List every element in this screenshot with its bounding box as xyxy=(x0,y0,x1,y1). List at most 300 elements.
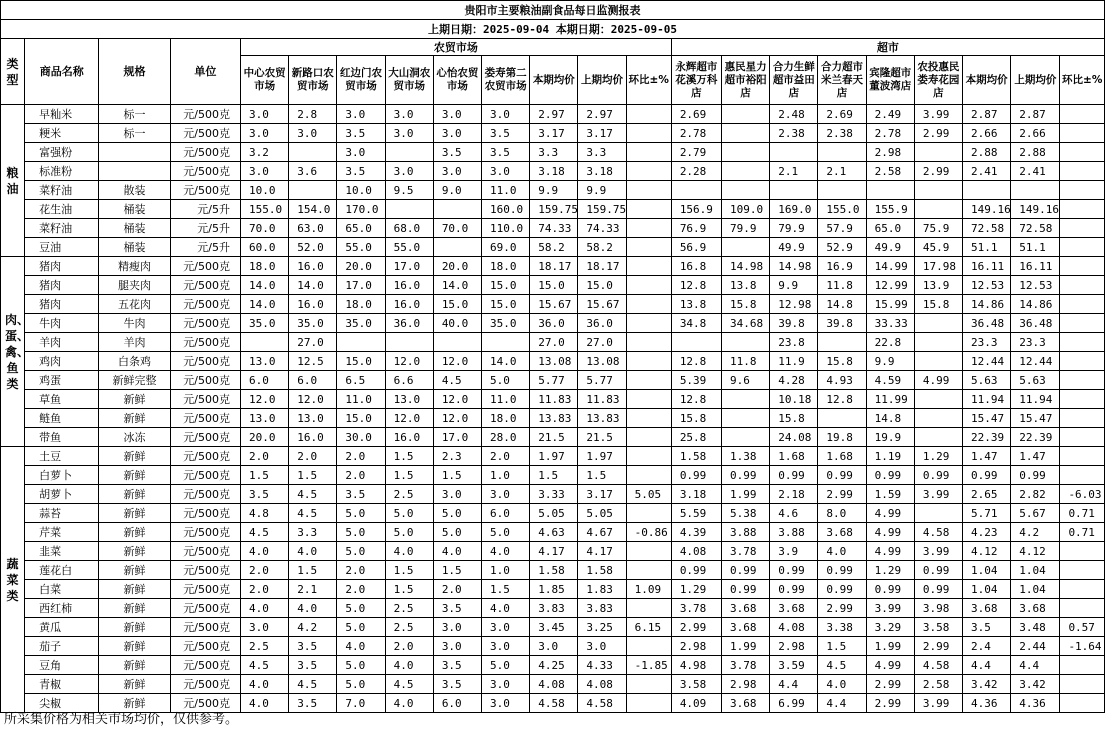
super-price-cell: 3.42 xyxy=(1011,675,1060,694)
super-price-cell xyxy=(914,390,962,409)
super-price-cell: 9.9 xyxy=(770,276,818,295)
product-name: 莲花白 xyxy=(25,561,99,580)
super-price-cell: 2.87 xyxy=(1011,105,1060,124)
table-row xyxy=(1,295,1105,314)
table-row xyxy=(1,599,1105,618)
super-price-cell: 4.98 xyxy=(671,656,721,675)
super-price-cell: 52.9 xyxy=(818,238,866,257)
super-price-cell: 2.78 xyxy=(866,124,914,143)
farm-price-cell: 12.5 xyxy=(289,352,337,371)
product-spec: 新鲜 xyxy=(99,580,170,599)
super-price-cell: 15.8 xyxy=(722,295,770,314)
super-price-cell: 1.04 xyxy=(1011,580,1060,599)
farm-price-cell: 2.5 xyxy=(385,618,433,637)
super-price-cell: 1.29 xyxy=(671,580,721,599)
farm-price-cell: 12.0 xyxy=(433,390,481,409)
farm-price-cell: 2.0 xyxy=(482,447,530,466)
category-label: 蔬菜类 xyxy=(1,447,25,713)
farm-price-cell: 35.0 xyxy=(241,314,289,333)
super-price-cell xyxy=(1060,105,1105,124)
super-price-cell: 34.68 xyxy=(722,314,770,333)
farm-price-cell: 40.0 xyxy=(433,314,481,333)
farm-price-cell: 58.2 xyxy=(530,238,578,257)
farm-price-cell: 14.0 xyxy=(433,276,481,295)
super-price-cell: 0.99 xyxy=(722,466,770,485)
farm-price-cell: 11.0 xyxy=(482,390,530,409)
farm-price-cell: 4.0 xyxy=(385,656,433,675)
farm-price-cell: 5.05 xyxy=(626,485,671,504)
farm-price-cell: 170.0 xyxy=(337,200,385,219)
table-row xyxy=(1,409,1105,428)
super-price-cell: 2.79 xyxy=(671,143,721,162)
farm-price-cell: 2.1 xyxy=(289,580,337,599)
super-price-cell: 2.99 xyxy=(866,675,914,694)
product-name: 早籼米 xyxy=(25,105,99,124)
farm-price-cell xyxy=(289,143,337,162)
super-price-cell: 0.99 xyxy=(963,466,1011,485)
table-row xyxy=(1,428,1105,447)
super-price-cell: 3.58 xyxy=(671,675,721,694)
farm-price-cell: 1.5 xyxy=(385,580,433,599)
farm-price-cell: 1.5 xyxy=(241,466,289,485)
farm-price-cell: 13.0 xyxy=(385,390,433,409)
farm-price-cell: 5.05 xyxy=(578,504,626,523)
product-spec xyxy=(99,162,170,181)
super-price-cell xyxy=(671,181,721,200)
super-price-cell: 5.63 xyxy=(963,371,1011,390)
farm-price-cell: 21.5 xyxy=(578,428,626,447)
farm-price-cell: 2.0 xyxy=(241,447,289,466)
farm-price-cell: 14.0 xyxy=(241,295,289,314)
super-price-cell: 4.99 xyxy=(866,523,914,542)
super-price-cell: 12.44 xyxy=(1011,352,1060,371)
farm-price-cell: 3.0 xyxy=(578,637,626,656)
super-price-cell: 39.8 xyxy=(770,314,818,333)
super-price-cell: 72.58 xyxy=(1011,219,1060,238)
super-price-cell xyxy=(1060,599,1105,618)
super-price-cell xyxy=(1060,181,1105,200)
product-unit: 元/500克 xyxy=(170,124,240,143)
table-row xyxy=(1,200,1105,219)
farm-price-cell: 15.0 xyxy=(578,276,626,295)
super-price-cell: 3.68 xyxy=(770,599,818,618)
super-price-cell: 2.82 xyxy=(1011,485,1060,504)
header-farm-col: 红边门农贸市场 xyxy=(337,56,385,105)
category-label: 肉、蛋、禽、鱼类 xyxy=(1,257,25,447)
farm-price-cell: 3.0 xyxy=(482,675,530,694)
product-name: 猪肉 xyxy=(25,257,99,276)
super-price-cell: 3.99 xyxy=(914,105,962,124)
farm-price-cell: 36.0 xyxy=(385,314,433,333)
super-price-cell xyxy=(770,143,818,162)
farm-price-cell: 2.0 xyxy=(337,561,385,580)
product-unit: 元/500克 xyxy=(170,390,240,409)
super-price-cell: 5.39 xyxy=(671,371,721,390)
farm-price-cell: 5.0 xyxy=(482,371,530,390)
super-price-cell: 3.38 xyxy=(818,618,866,637)
super-price-cell: 2.99 xyxy=(818,485,866,504)
farm-price-cell xyxy=(433,238,481,257)
product-name: 菜籽油 xyxy=(25,219,99,238)
farm-price-cell: 4.58 xyxy=(530,694,578,713)
super-price-cell: 149.16 xyxy=(1011,200,1060,219)
super-price-cell: 2.1 xyxy=(770,162,818,181)
super-price-cell: 3.98 xyxy=(914,599,962,618)
super-price-cell xyxy=(1060,276,1105,295)
farm-price-cell: 2.0 xyxy=(337,466,385,485)
product-name: 草鱼 xyxy=(25,390,99,409)
farm-price-cell: 3.33 xyxy=(530,485,578,504)
header-farm-col: 娄寿第二农贸市场 xyxy=(482,56,530,105)
super-price-cell: 9.9 xyxy=(866,352,914,371)
product-spec: 标一 xyxy=(99,124,170,143)
super-price-cell: 15.8 xyxy=(818,352,866,371)
super-price-cell xyxy=(1060,352,1105,371)
table-row xyxy=(1,257,1105,276)
product-unit: 元/500克 xyxy=(170,143,240,162)
product-unit: 元/500克 xyxy=(170,162,240,181)
product-unit: 元/500克 xyxy=(170,618,240,637)
super-price-cell: 3.68 xyxy=(722,599,770,618)
product-unit: 元/500克 xyxy=(170,314,240,333)
farm-price-cell xyxy=(626,599,671,618)
super-price-cell: 4.12 xyxy=(1011,542,1060,561)
super-price-cell: 1.29 xyxy=(866,561,914,580)
super-price-cell: 2.98 xyxy=(866,143,914,162)
super-price-cell: 9.6 xyxy=(722,371,770,390)
super-price-cell: 4.4 xyxy=(1011,656,1060,675)
farm-price-cell: 70.0 xyxy=(433,219,481,238)
farm-price-cell xyxy=(337,333,385,352)
product-name: 富强粉 xyxy=(25,143,99,162)
super-price-cell xyxy=(671,333,721,352)
farm-price-cell: 16.0 xyxy=(289,428,337,447)
product-unit: 元/500克 xyxy=(170,580,240,599)
header-farm-col: 中心农贸市场 xyxy=(241,56,289,105)
farm-price-cell xyxy=(433,200,481,219)
farm-price-cell: 2.5 xyxy=(241,637,289,656)
farm-price-cell: 3.5 xyxy=(289,656,337,675)
super-price-cell: 2.38 xyxy=(818,124,866,143)
table-row xyxy=(1,523,1105,542)
product-name: 西红柿 xyxy=(25,599,99,618)
super-price-cell xyxy=(914,504,962,523)
farm-price-cell: 20.0 xyxy=(241,428,289,447)
super-price-cell: 2.98 xyxy=(722,675,770,694)
farm-price-cell: 3.0 xyxy=(482,694,530,713)
super-price-cell: 1.5 xyxy=(818,637,866,656)
farm-price-cell: 6.15 xyxy=(626,618,671,637)
super-price-cell: 4.39 xyxy=(671,523,721,542)
farm-price-cell xyxy=(626,143,671,162)
farm-price-cell: 1.5 xyxy=(578,466,626,485)
super-price-cell: 12.44 xyxy=(963,352,1011,371)
farm-price-cell xyxy=(626,466,671,485)
farm-price-cell: 14.0 xyxy=(241,276,289,295)
super-price-cell xyxy=(818,143,866,162)
super-price-cell: 2.99 xyxy=(914,124,962,143)
super-price-cell xyxy=(1060,428,1105,447)
super-price-cell: 13.8 xyxy=(722,276,770,295)
super-price-cell: 25.8 xyxy=(671,428,721,447)
product-name: 尖椒 xyxy=(25,694,99,713)
farm-price-cell: 5.0 xyxy=(337,618,385,637)
farm-price-cell: 13.83 xyxy=(578,409,626,428)
farm-price-cell: 4.5 xyxy=(289,675,337,694)
farm-price-cell: 5.0 xyxy=(337,656,385,675)
farm-price-cell: 63.0 xyxy=(289,219,337,238)
farm-price-cell: 2.97 xyxy=(530,105,578,124)
table-row xyxy=(1,333,1105,352)
product-spec: 新鲜 xyxy=(99,504,170,523)
product-spec: 新鲜 xyxy=(99,561,170,580)
super-price-cell: 0.99 xyxy=(722,561,770,580)
super-price-cell: 4.93 xyxy=(818,371,866,390)
super-price-cell xyxy=(1060,675,1105,694)
super-price-cell: 2.99 xyxy=(914,637,962,656)
product-spec: 牛肉 xyxy=(99,314,170,333)
super-price-cell xyxy=(770,181,818,200)
super-price-cell: 3.59 xyxy=(770,656,818,675)
super-price-cell: 11.8 xyxy=(818,276,866,295)
super-price-cell: 14.86 xyxy=(963,295,1011,314)
super-price-cell: 13.8 xyxy=(671,295,721,314)
super-price-cell: 3.68 xyxy=(722,618,770,637)
super-price-cell: 2.66 xyxy=(1011,124,1060,143)
farm-price-cell: 2.3 xyxy=(433,447,481,466)
header-super-col: 上期均价 xyxy=(1011,56,1060,105)
product-spec: 五花肉 xyxy=(99,295,170,314)
super-price-cell: 0.99 xyxy=(818,561,866,580)
product-spec xyxy=(99,143,170,162)
farm-price-cell xyxy=(626,409,671,428)
super-price-cell: 15.47 xyxy=(963,409,1011,428)
farm-price-cell: 3.0 xyxy=(433,162,481,181)
farm-price-cell: 17.0 xyxy=(337,276,385,295)
super-price-cell xyxy=(1060,580,1105,599)
super-price-cell: 75.9 xyxy=(914,219,962,238)
super-price-cell: 2.65 xyxy=(963,485,1011,504)
farm-price-cell: 13.08 xyxy=(578,352,626,371)
farm-price-cell: 1.5 xyxy=(433,466,481,485)
super-price-cell: 1.47 xyxy=(963,447,1011,466)
farm-price-cell: 15.0 xyxy=(482,276,530,295)
header-farm-col: 本期均价 xyxy=(530,56,578,105)
super-price-cell: 16.11 xyxy=(963,257,1011,276)
super-price-cell xyxy=(914,428,962,447)
farm-price-cell: 2.0 xyxy=(289,447,337,466)
farm-price-cell: 4.2 xyxy=(289,618,337,637)
product-spec: 桶装 xyxy=(99,238,170,257)
super-price-cell: 4.28 xyxy=(770,371,818,390)
super-price-cell: 3.78 xyxy=(722,542,770,561)
product-unit: 元/500克 xyxy=(170,409,240,428)
farm-price-cell: 5.0 xyxy=(433,523,481,542)
product-unit: 元/500克 xyxy=(170,656,240,675)
super-price-cell xyxy=(1060,656,1105,675)
header-super-col: 宾隆超市董波湾店 xyxy=(866,56,914,105)
header-farm-col: 大山洞农贸市场 xyxy=(385,56,433,105)
farm-price-cell: 12.0 xyxy=(241,390,289,409)
farm-price-cell: 3.5 xyxy=(241,485,289,504)
super-price-cell: 155.0 xyxy=(818,200,866,219)
farm-price-cell: -0.86 xyxy=(626,523,671,542)
farm-price-cell: 3.0 xyxy=(241,124,289,143)
farm-price-cell: 3.5 xyxy=(337,162,385,181)
farm-price-cell: 18.0 xyxy=(482,409,530,428)
super-price-cell: 12.8 xyxy=(818,390,866,409)
super-price-cell: 2.99 xyxy=(866,694,914,713)
header-super-col: 环比±% xyxy=(1060,56,1105,105)
farm-price-cell: 3.0 xyxy=(241,105,289,124)
super-price-cell: 4.08 xyxy=(770,618,818,637)
super-price-cell: 3.68 xyxy=(1011,599,1060,618)
super-price-cell: 2.88 xyxy=(1011,143,1060,162)
product-name: 猪肉 xyxy=(25,276,99,295)
farm-price-cell: 3.0 xyxy=(482,637,530,656)
super-price-cell: 13.9 xyxy=(914,276,962,295)
product-unit: 元/500克 xyxy=(170,105,240,124)
farm-price-cell: 4.08 xyxy=(530,675,578,694)
farm-price-cell: 4.63 xyxy=(530,523,578,542)
super-price-cell: 49.9 xyxy=(770,238,818,257)
super-price-cell: 0.99 xyxy=(866,580,914,599)
table-row xyxy=(1,542,1105,561)
super-price-cell: 22.8 xyxy=(866,333,914,352)
super-price-cell xyxy=(1060,219,1105,238)
super-price-cell: 2.18 xyxy=(770,485,818,504)
super-price-cell: 3.78 xyxy=(671,599,721,618)
farm-price-cell: 69.0 xyxy=(482,238,530,257)
super-price-cell: 36.48 xyxy=(1011,314,1060,333)
product-spec: 新鲜 xyxy=(99,599,170,618)
super-price-cell: 2.87 xyxy=(963,105,1011,124)
farm-price-cell: 18.17 xyxy=(530,257,578,276)
super-price-cell: 0.99 xyxy=(770,580,818,599)
super-price-cell: 57.9 xyxy=(818,219,866,238)
farm-price-cell: 55.0 xyxy=(337,238,385,257)
super-price-cell xyxy=(722,162,770,181)
farm-price-cell: 1.5 xyxy=(530,466,578,485)
product-spec: 白条鸡 xyxy=(99,352,170,371)
farm-price-cell: 3.5 xyxy=(433,675,481,694)
farm-price-cell: 3.18 xyxy=(530,162,578,181)
super-price-cell: 11.9 xyxy=(770,352,818,371)
super-price-cell xyxy=(914,409,962,428)
farm-price-cell: 18.17 xyxy=(578,257,626,276)
farm-price-cell: 159.75 xyxy=(530,200,578,219)
super-price-cell: 4.09 xyxy=(671,694,721,713)
farm-price-cell: 4.5 xyxy=(241,656,289,675)
farm-price-cell xyxy=(626,295,671,314)
product-spec: 新鲜 xyxy=(99,675,170,694)
table-row xyxy=(1,390,1105,409)
farm-price-cell: 3.45 xyxy=(530,618,578,637)
super-price-cell: 14.98 xyxy=(722,257,770,276)
header-category: 类型 xyxy=(1,39,25,105)
product-spec: 腿夹肉 xyxy=(99,276,170,295)
super-price-cell: 72.58 xyxy=(963,219,1011,238)
farm-price-cell: 18.0 xyxy=(337,295,385,314)
super-price-cell: 10.18 xyxy=(770,390,818,409)
header-spec: 规格 xyxy=(99,39,170,105)
farm-price-cell: 70.0 xyxy=(241,219,289,238)
farm-price-cell: 1.97 xyxy=(530,447,578,466)
farm-price-cell xyxy=(626,257,671,276)
farm-price-cell xyxy=(626,333,671,352)
super-price-cell xyxy=(722,428,770,447)
super-price-cell: 2.99 xyxy=(671,618,721,637)
super-price-cell: 14.8 xyxy=(818,295,866,314)
farm-price-cell: 3.2 xyxy=(241,143,289,162)
super-price-cell: 2.28 xyxy=(671,162,721,181)
super-price-cell: 5.67 xyxy=(1011,504,1060,523)
super-price-cell xyxy=(722,409,770,428)
super-price-cell: 3.78 xyxy=(722,656,770,675)
product-unit: 元/500克 xyxy=(170,466,240,485)
super-price-cell: 0.57 xyxy=(1060,618,1105,637)
farm-price-cell: 4.0 xyxy=(241,542,289,561)
farm-price-cell xyxy=(626,352,671,371)
farm-price-cell xyxy=(626,447,671,466)
farm-price-cell xyxy=(626,181,671,200)
farm-price-cell: 3.5 xyxy=(433,143,481,162)
product-name: 标准粉 xyxy=(25,162,99,181)
table-row xyxy=(1,219,1105,238)
farm-price-cell: -1.85 xyxy=(626,656,671,675)
super-price-cell: 34.8 xyxy=(671,314,721,333)
super-price-cell: 15.8 xyxy=(914,295,962,314)
farm-price-cell: 11.0 xyxy=(482,181,530,200)
super-price-cell: -6.03 xyxy=(1060,485,1105,504)
super-price-cell: 16.11 xyxy=(1011,257,1060,276)
product-unit: 元/500克 xyxy=(170,504,240,523)
product-name: 豆角 xyxy=(25,656,99,675)
product-unit: 元/500克 xyxy=(170,333,240,352)
farm-price-cell xyxy=(626,694,671,713)
product-name: 芹菜 xyxy=(25,523,99,542)
farm-price-cell: 2.0 xyxy=(385,637,433,656)
super-price-cell: 5.59 xyxy=(671,504,721,523)
super-price-cell: 2.78 xyxy=(671,124,721,143)
header-farm-group: 农贸市场 xyxy=(241,39,672,56)
farm-price-cell: 3.18 xyxy=(578,162,626,181)
farm-price-cell: 2.0 xyxy=(433,580,481,599)
super-price-cell: 2.99 xyxy=(818,599,866,618)
product-unit: 元/500克 xyxy=(170,694,240,713)
super-price-cell: 1.59 xyxy=(866,485,914,504)
farm-price-cell xyxy=(289,181,337,200)
farm-price-cell: 74.33 xyxy=(578,219,626,238)
product-spec: 新鲜 xyxy=(99,485,170,504)
farm-price-cell: 4.08 xyxy=(578,675,626,694)
super-price-cell: 0.99 xyxy=(866,466,914,485)
farm-price-cell: 4.0 xyxy=(241,675,289,694)
product-name: 菜籽油 xyxy=(25,181,99,200)
farm-price-cell xyxy=(385,200,433,219)
farm-price-cell: 2.5 xyxy=(385,485,433,504)
farm-price-cell: 9.5 xyxy=(385,181,433,200)
farm-price-cell: 5.0 xyxy=(385,504,433,523)
super-price-cell: 169.0 xyxy=(770,200,818,219)
farm-price-cell: 15.0 xyxy=(337,409,385,428)
farm-price-cell: 35.0 xyxy=(337,314,385,333)
farm-price-cell: 4.0 xyxy=(241,599,289,618)
farm-price-cell: 65.0 xyxy=(337,219,385,238)
super-price-cell: 4.0 xyxy=(818,542,866,561)
super-price-cell: 4.99 xyxy=(866,504,914,523)
farm-price-cell: 3.0 xyxy=(433,637,481,656)
